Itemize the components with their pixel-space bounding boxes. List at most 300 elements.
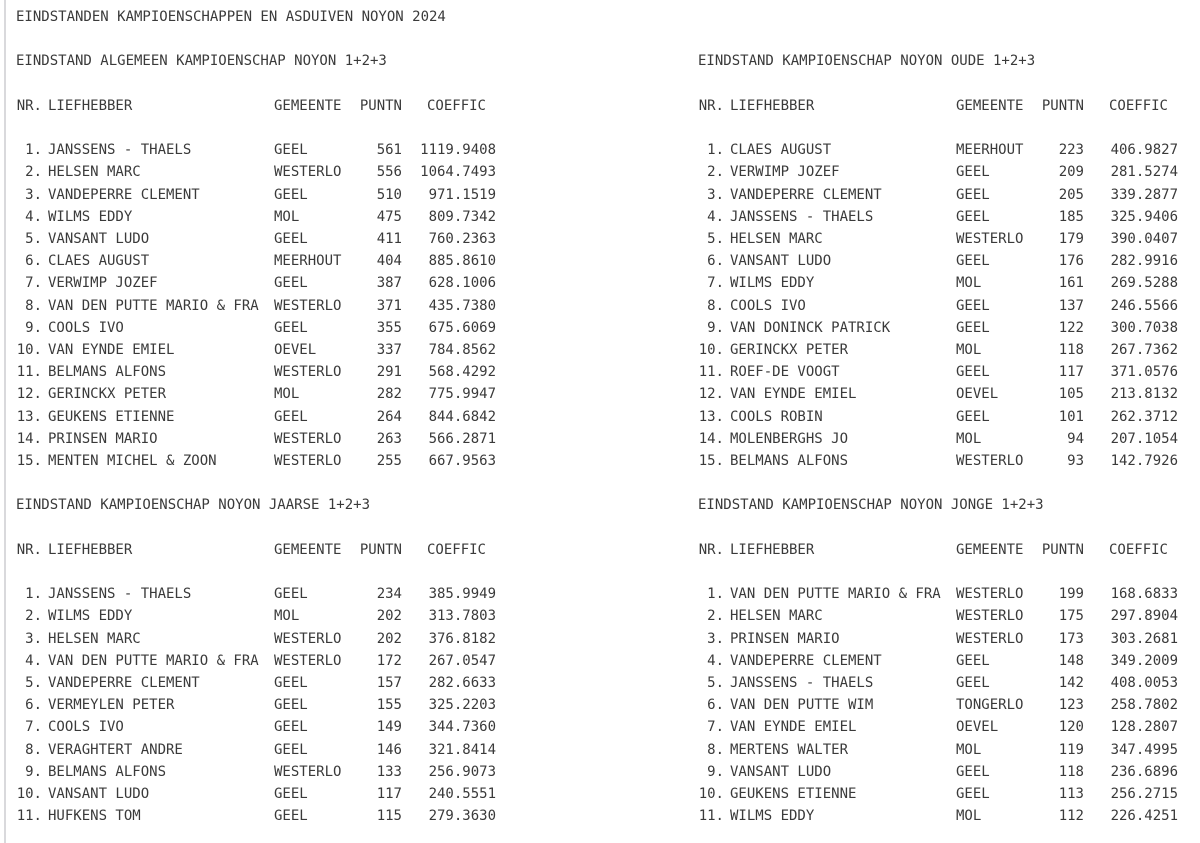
cell-puntn: 291 [376, 364, 402, 381]
cell-coeffic: 246.5566 [1110, 297, 1178, 314]
cell-gemeente: MOL [274, 386, 300, 403]
table-row [698, 716, 1178, 738]
col-header-puntn: PUNTN [359, 541, 402, 558]
cell-nr: 13. [698, 408, 724, 425]
cell-name: VANSANT LUDO [730, 763, 832, 780]
cell-nr: 11. [16, 364, 42, 381]
table-row [698, 272, 1178, 294]
col-header-liefhebber: LIEFHEBBER [730, 541, 815, 558]
cell-nr: 6. [707, 253, 724, 270]
cell-name: GEUKENS ETIENNE [48, 408, 175, 425]
cell-name: HUFKENS TOM [48, 808, 141, 825]
table-row [698, 783, 1178, 805]
table-rows [16, 139, 496, 472]
cell-gemeente: GEEL [956, 364, 990, 381]
cell-coeffic: 321.8414 [428, 741, 496, 758]
table-row [16, 184, 496, 206]
cell-name: VANSANT LUDO [48, 230, 150, 247]
cell-name: VANDEPERRE CLEMENT [48, 675, 200, 691]
cell-gemeente: WESTERLO [274, 453, 342, 470]
col-header-gemeente: GEMEENTE [956, 541, 1024, 558]
table-row [698, 605, 1178, 627]
table-row [698, 650, 1178, 672]
document-page [16, 6, 1200, 827]
cell-gemeente: MOL [274, 208, 300, 225]
cell-puntn: 101 [1058, 408, 1084, 425]
cell-coeffic: 376.8182 [428, 630, 496, 647]
table-row [698, 161, 1178, 183]
table-row [16, 450, 496, 472]
page-left-border [4, 0, 6, 843]
cell-puntn: 411 [376, 230, 402, 247]
cell-gemeente: WESTERLO [956, 230, 1024, 247]
table-row [698, 761, 1178, 783]
section-title: EINDSTAND KAMPIOENSCHAP NOYON JONGE 1+2+3 [698, 497, 1044, 514]
table-row [698, 628, 1178, 650]
cell-name: VANDEPERRE CLEMENT [48, 186, 200, 203]
cell-name: BELMANS ALFONS [48, 763, 167, 780]
cell-coeffic: 784.8562 [428, 342, 496, 358]
cell-nr: 6. [25, 697, 42, 714]
table-row [698, 139, 1178, 161]
cell-gemeente: GEEL [274, 808, 308, 825]
cell-nr: 12. [698, 386, 724, 403]
cell-coeffic: 339.2877 [1110, 186, 1178, 203]
cell-coeffic: 325.2203 [428, 697, 496, 714]
cell-nr: 1. [707, 586, 724, 603]
cell-name: VERWIMP JOZEF [48, 275, 158, 292]
cell-name: VERMEYLEN PETER [48, 697, 175, 714]
cell-puntn: 133 [376, 763, 402, 780]
table-row [16, 272, 496, 294]
cell-coeffic: 267.0547 [428, 652, 496, 669]
cell-puntn: 155 [376, 697, 402, 714]
cell-nr: 5. [25, 675, 42, 691]
cell-name: JANSSENS - THAELS [730, 675, 874, 691]
cell-coeffic: 885.8610 [428, 253, 496, 270]
cell-coeffic: 390.0407 [1110, 230, 1178, 247]
cell-puntn: 185 [1058, 208, 1084, 225]
table-rows [16, 583, 496, 827]
cell-name: VERAGHTERT ANDRE [48, 741, 183, 758]
cell-gemeente: WESTERLO [956, 630, 1024, 647]
table-row [16, 428, 496, 450]
cell-name: WILMS EDDY [48, 608, 133, 625]
cell-gemeente: MOL [956, 275, 982, 292]
cell-name: HELSEN MARC [730, 230, 823, 247]
cell-nr: 9. [707, 319, 724, 336]
cell-puntn: 120 [1058, 719, 1084, 736]
cell-name: JANSSENS - THAELS [48, 142, 192, 159]
cell-name: MENTEN MICHEL & ZOON [48, 453, 217, 470]
table-row [16, 783, 496, 805]
column-headers [698, 95, 1178, 117]
cell-nr: 7. [707, 275, 724, 292]
table-row [698, 184, 1178, 206]
cell-coeffic: 168.6833 [1110, 586, 1178, 603]
table-row [698, 583, 1178, 605]
cell-puntn: 234 [376, 586, 402, 603]
cell-gemeente: WESTERLO [274, 763, 342, 780]
cell-coeffic: 371.0576 [1110, 364, 1178, 381]
cell-gemeente: GEEL [274, 719, 308, 736]
cell-gemeente: GEEL [956, 786, 990, 803]
cell-nr: 6. [707, 697, 724, 714]
cell-coeffic: 760.2363 [428, 230, 496, 247]
cell-puntn: 175 [1058, 608, 1084, 625]
table-row [16, 716, 496, 738]
cell-nr: 12. [16, 386, 42, 403]
cell-puntn: 255 [376, 453, 402, 470]
cell-puntn: 157 [376, 675, 402, 691]
col-header-liefhebber: LIEFHEBBER [730, 97, 815, 114]
standings-grid [16, 50, 1200, 827]
cell-name: VANDEPERRE CLEMENT [730, 652, 882, 669]
table-row [16, 406, 496, 428]
cell-puntn: 122 [1058, 319, 1084, 336]
cell-coeffic: 207.1054 [1110, 430, 1178, 447]
cell-name: VAN EYNDE EMIEL [730, 719, 857, 736]
page-title: EINDSTANDEN KAMPIOENSCHAPPEN EN ASDUIVEN NOYON 2024 [16, 9, 446, 25]
cell-coeffic: 281.5274 [1110, 164, 1178, 181]
cell-name: VANSANT LUDO [48, 786, 150, 803]
table-row [16, 605, 496, 627]
section-title: EINDSTAND ALGEMEEN KAMPIOENSCHAP NOYON 1+2+3 [16, 53, 387, 70]
cell-gemeente: OEVEL [274, 342, 317, 358]
table-row [16, 383, 496, 405]
cell-nr: 4. [25, 208, 42, 225]
column-headers [16, 95, 496, 117]
cell-puntn: 149 [376, 719, 402, 736]
cell-gemeente: GEEL [956, 319, 990, 336]
cell-nr: 7. [25, 275, 42, 292]
cell-puntn: 93 [1067, 453, 1084, 470]
cell-name: ROEF-DE VOOGT [730, 364, 840, 381]
cell-coeffic: 297.8904 [1110, 608, 1178, 625]
table-row [16, 139, 496, 161]
cell-coeffic: 971.1519 [428, 186, 496, 203]
cell-gemeente: GEEL [274, 275, 308, 292]
cell-nr: 1. [25, 586, 42, 603]
cell-name: PRINSEN MARIO [730, 630, 840, 647]
cell-puntn: 202 [376, 630, 402, 647]
cell-gemeente: OEVEL [956, 386, 999, 403]
standings-table-oude [698, 50, 1178, 472]
column-headers [16, 539, 496, 561]
cell-nr: 14. [16, 430, 42, 447]
cell-coeffic: 128.2807 [1110, 719, 1178, 736]
table-row [698, 450, 1178, 472]
cell-gemeente: GEEL [274, 675, 308, 691]
cell-puntn: 209 [1058, 164, 1084, 181]
standings-table-jaarse [16, 494, 496, 827]
col-header-coeffic: COEFFIC [426, 541, 486, 558]
cell-gemeente: WESTERLO [956, 586, 1024, 603]
cell-nr: 9. [25, 763, 42, 780]
cell-gemeente: GEEL [956, 208, 990, 225]
cell-puntn: 118 [1058, 342, 1084, 358]
cell-gemeente: MOL [956, 342, 982, 358]
cell-name: HELSEN MARC [730, 608, 823, 625]
cell-puntn: 179 [1058, 230, 1084, 247]
cell-name: JANSSENS - THAELS [730, 208, 874, 225]
cell-puntn: 112 [1058, 808, 1084, 825]
cell-nr: 10. [698, 342, 724, 358]
cell-name: COOLS ROBIN [730, 408, 823, 425]
cell-coeffic: 213.8132 [1110, 386, 1178, 403]
cell-gemeente: WESTERLO [274, 652, 342, 669]
cell-name: CLAES AUGUST [48, 253, 150, 270]
cell-puntn: 223 [1058, 142, 1084, 159]
cell-gemeente: WESTERLO [956, 453, 1024, 470]
cell-gemeente: GEEL [274, 408, 308, 425]
cell-puntn: 199 [1058, 586, 1084, 603]
cell-puntn: 117 [376, 786, 402, 803]
cell-coeffic: 566.2871 [428, 430, 496, 447]
cell-gemeente: WESTERLO [956, 608, 1024, 625]
cell-puntn: 202 [376, 608, 402, 625]
standings-table-jonge [698, 494, 1178, 827]
table-row [698, 406, 1178, 428]
table-row [698, 317, 1178, 339]
cell-gemeente: GEEL [956, 652, 990, 669]
table-rows [698, 583, 1178, 827]
table-row [16, 739, 496, 761]
cell-coeffic: 240.5551 [428, 786, 496, 803]
table-row [16, 805, 496, 827]
cell-name: VAN DEN PUTTE MARIO & FRA [48, 297, 259, 314]
cell-puntn: 337 [376, 342, 402, 358]
col-header-liefhebber: LIEFHEBBER [48, 97, 133, 114]
cell-gemeente: GEEL [274, 319, 308, 336]
cell-nr: 8. [707, 741, 724, 758]
cell-nr: 5. [25, 230, 42, 247]
cell-name: COOLS IVO [48, 319, 124, 336]
cell-name: VAN DEN PUTTE MARIO & FRA [730, 586, 941, 603]
table-row [698, 228, 1178, 250]
cell-puntn: 355 [376, 319, 402, 336]
cell-coeffic: 303.2681 [1110, 630, 1178, 647]
cell-puntn: 404 [376, 253, 402, 270]
cell-puntn: 371 [376, 297, 402, 314]
cell-nr: 1. [25, 142, 42, 159]
cell-gemeente: GEEL [274, 741, 308, 758]
cell-coeffic: 258.7802 [1110, 697, 1178, 714]
cell-gemeente: GEEL [274, 586, 308, 603]
table-rows [698, 139, 1178, 472]
cell-coeffic: 267.7362 [1110, 342, 1178, 358]
cell-puntn: 173 [1058, 630, 1084, 647]
cell-puntn: 142 [1058, 675, 1084, 691]
cell-coeffic: 256.9073 [428, 763, 496, 780]
cell-name: PRINSEN MARIO [48, 430, 158, 447]
cell-gemeente: GEEL [274, 186, 308, 203]
cell-puntn: 113 [1058, 786, 1084, 803]
table-row [16, 295, 496, 317]
col-header-gemeente: GEMEENTE [956, 97, 1024, 114]
col-header-gemeente: GEMEENTE [274, 97, 342, 114]
cell-puntn: 161 [1058, 275, 1084, 292]
cell-coeffic: 675.6069 [428, 319, 496, 336]
cell-name: VAN DEN PUTTE MARIO & FRA [48, 652, 259, 669]
cell-name: WILMS EDDY [730, 275, 815, 292]
cell-name: MOLENBERGHS JO [730, 430, 849, 447]
cell-nr: 7. [25, 719, 42, 736]
cell-name: BELMANS ALFONS [48, 364, 167, 381]
table-row [16, 228, 496, 250]
table-row [698, 805, 1178, 827]
cell-coeffic: 1119.9408 [420, 142, 496, 159]
cell-nr: 11. [698, 364, 724, 381]
cell-gemeente: GEEL [956, 675, 990, 691]
cell-name: GERINCKX PETER [730, 342, 849, 358]
table-row [698, 739, 1178, 761]
col-header-nr: NR. [698, 541, 724, 558]
cell-puntn: 556 [376, 164, 402, 181]
cell-coeffic: 313.7803 [428, 608, 496, 625]
cell-nr: 8. [707, 297, 724, 314]
cell-coeffic: 435.7380 [428, 297, 496, 314]
cell-nr: 5. [707, 230, 724, 247]
col-header-nr: NR. [698, 97, 724, 114]
table-row [698, 694, 1178, 716]
cell-name: GERINCKX PETER [48, 386, 167, 403]
cell-name: VAN DONINCK PATRICK [730, 319, 891, 336]
cell-name: JANSSENS - THAELS [48, 586, 192, 603]
cell-puntn: 263 [376, 430, 402, 447]
cell-gemeente: TONGERLO [956, 697, 1024, 714]
cell-nr: 2. [25, 164, 42, 181]
table-row [698, 672, 1178, 694]
cell-gemeente: WESTERLO [274, 630, 342, 647]
cell-nr: 4. [707, 208, 724, 225]
cell-gemeente: WESTERLO [274, 430, 342, 447]
cell-puntn: 117 [1058, 364, 1084, 381]
cell-gemeente: MOL [956, 430, 982, 447]
cell-coeffic: 775.9947 [428, 386, 496, 403]
cell-coeffic: 628.1006 [428, 275, 496, 292]
table-row [16, 761, 496, 783]
cell-nr: 2. [25, 608, 42, 625]
cell-puntn: 137 [1058, 297, 1084, 314]
cell-gemeente: MOL [956, 741, 982, 758]
cell-nr: 3. [707, 630, 724, 647]
cell-puntn: 172 [376, 652, 402, 669]
cell-gemeente: GEEL [274, 697, 308, 714]
table-row [16, 694, 496, 716]
section-title: EINDSTAND KAMPIOENSCHAP NOYON JAARSE 1+2+3 [16, 497, 371, 514]
cell-puntn: 510 [376, 186, 402, 203]
cell-name: VERWIMP JOZEF [730, 164, 840, 181]
cell-nr: 14. [698, 430, 724, 447]
cell-nr: 13. [16, 408, 42, 425]
cell-nr: 4. [25, 652, 42, 669]
cell-nr: 15. [16, 453, 42, 470]
col-header-liefhebber: LIEFHEBBER [48, 541, 133, 558]
cell-coeffic: 142.7926 [1110, 453, 1178, 470]
cell-nr: 4. [707, 652, 724, 669]
cell-coeffic: 844.6842 [428, 408, 496, 425]
col-header-coeffic: COEFFIC [426, 97, 486, 114]
cell-coeffic: 236.6896 [1110, 763, 1178, 780]
table-row [698, 339, 1178, 361]
cell-gemeente: MOL [274, 608, 300, 625]
cell-gemeente: GEEL [274, 786, 308, 803]
table-row [698, 206, 1178, 228]
cell-nr: 3. [25, 630, 42, 647]
cell-gemeente: GEEL [956, 763, 990, 780]
cell-coeffic: 256.2715 [1110, 786, 1178, 803]
cell-nr: 3. [25, 186, 42, 203]
col-header-gemeente: GEMEENTE [274, 541, 342, 558]
column-headers [698, 539, 1178, 561]
col-header-puntn: PUNTN [359, 97, 402, 114]
cell-gemeente: GEEL [274, 142, 308, 159]
col-header-puntn: PUNTN [1041, 541, 1084, 558]
cell-coeffic: 385.9949 [428, 586, 496, 603]
cell-nr: 15. [698, 453, 724, 470]
table-row [698, 250, 1178, 272]
cell-coeffic: 344.7360 [428, 719, 496, 736]
cell-gemeente: WESTERLO [274, 164, 342, 181]
cell-coeffic: 226.4251 [1110, 808, 1178, 825]
cell-coeffic: 408.0053 [1110, 675, 1178, 691]
cell-puntn: 119 [1058, 741, 1084, 758]
table-row [16, 339, 496, 361]
cell-name: GEUKENS ETIENNE [730, 786, 857, 803]
table-row [16, 628, 496, 650]
cell-gemeente: GEEL [956, 408, 990, 425]
cell-puntn: 475 [376, 208, 402, 225]
cell-name: HELSEN MARC [48, 164, 141, 181]
table-row [16, 250, 496, 272]
table-row [16, 317, 496, 339]
cell-coeffic: 406.9827 [1110, 142, 1178, 159]
cell-gemeente: GEEL [956, 164, 990, 181]
cell-coeffic: 282.6633 [428, 675, 496, 691]
cell-name: COOLS IVO [730, 297, 806, 314]
cell-name: COOLS IVO [48, 719, 124, 736]
cell-nr: 6. [25, 253, 42, 270]
table-row [16, 650, 496, 672]
col-header-nr: NR. [16, 541, 42, 558]
cell-puntn: 387 [376, 275, 402, 292]
cell-name: WILMS EDDY [48, 208, 133, 225]
cell-gemeente: MEERHOUT [956, 142, 1024, 159]
cell-coeffic: 262.3712 [1110, 408, 1178, 425]
cell-nr: 8. [25, 741, 42, 758]
cell-gemeente: MOL [956, 808, 982, 825]
col-header-coeffic: COEFFIC [1108, 541, 1168, 558]
cell-nr: 3. [707, 186, 724, 203]
cell-name: HELSEN MARC [48, 630, 141, 647]
cell-puntn: 105 [1058, 386, 1084, 403]
col-header-puntn: PUNTN [1041, 97, 1084, 114]
cell-coeffic: 347.4995 [1110, 741, 1178, 758]
cell-name: MERTENS WALTER [730, 741, 849, 758]
cell-name: WILMS EDDY [730, 808, 815, 825]
cell-puntn: 264 [376, 408, 402, 425]
cell-name: VAN EYNDE EMIEL [730, 386, 857, 403]
cell-puntn: 118 [1058, 763, 1084, 780]
table-row [16, 672, 496, 694]
cell-name: VANSANT LUDO [730, 253, 832, 270]
cell-name: VAN DEN PUTTE WIM [730, 697, 874, 714]
cell-coeffic: 282.9916 [1110, 253, 1178, 270]
cell-puntn: 561 [376, 142, 402, 159]
cell-gemeente: GEEL [274, 230, 308, 247]
cell-puntn: 94 [1067, 430, 1084, 447]
